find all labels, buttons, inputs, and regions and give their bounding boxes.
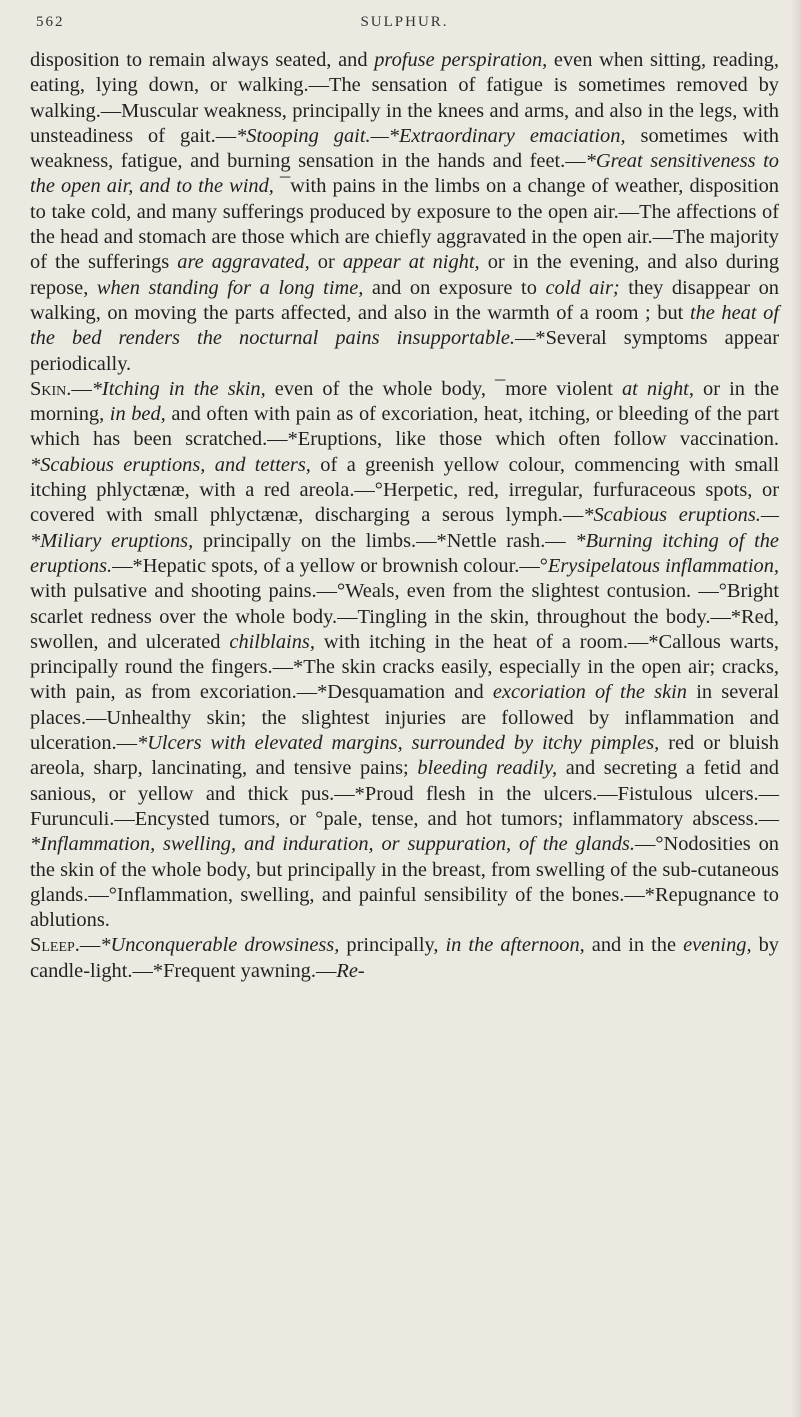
text-run: even when sitting, reading, eating, lying down, or walking.—The sensation of fatigue is sometimes removed by walking.—Muscular weakness, principally in the knees and arms, and also in the legs, with unsteadiness of gait.— xyxy=(30,49,779,147)
italic-text: *Burning itching of the eruptions. xyxy=(30,529,779,577)
italic-text: *Scabious eruptions, and tetters, xyxy=(30,453,311,476)
italic-text: *Stooping gait.—*Extraordinary emaciation, xyxy=(236,124,626,147)
text-run: they disappear on walking, on moving the parts affected, and also in the warmth of a room ; but xyxy=(30,276,779,324)
text-run: disposition to remain always seated, and xyxy=(30,49,375,71)
italic-text: when standing for a long time, xyxy=(96,276,364,299)
running-title: SULPHUR. xyxy=(360,14,449,30)
italic-text: at night, xyxy=(621,377,694,400)
page-edge-shadow xyxy=(791,0,801,1417)
italic-text: in bed, xyxy=(109,403,166,426)
text-run: or in the evening, and also during repose, xyxy=(30,251,780,299)
text-run: and in the xyxy=(584,934,684,957)
italic-text: cold air; xyxy=(545,276,620,299)
text-run: and secreting a fetid and sanious, or yellow and thick pus.—*Proud flesh in the ulcers.—Fistulous ulcers.—Furunculi.—Encysted tumors, or °pale, tense, and hot tumors; inflammatory abscess.— xyxy=(30,757,779,830)
page-header xyxy=(30,14,779,36)
text-run: with itching in the heat of a room.—*Callous warts, principally round the fingers.—*The skin cracks easily, especially in the open air; cracks, with pain, as from excoriation.—*Desquamation and xyxy=(30,630,779,704)
italic-text: in the afternoon, xyxy=(445,934,585,957)
page-number: 562 xyxy=(36,14,65,30)
text-run: or in the morning, xyxy=(30,377,779,426)
italic-text: *Inflammation, swelling, and induration, or suppuration, of the glands. xyxy=(30,833,635,856)
text-run: principally on the limbs.—*Nettle rash.— xyxy=(193,529,576,552)
text-run: ¯with pains in the limbs on a change of weather, disposition to take cold, and many sufferings produced by exposure to the open air.—The affections of the head and stomach are those which are chiefly aggravated in the open air.—The majority of the sufferings xyxy=(30,175,779,274)
text-run: —*Hepatic spots, of a yellow or brownish colour.—° xyxy=(112,554,548,577)
italic-text: *Itching in the skin, xyxy=(91,377,266,400)
italic-text: evening, xyxy=(683,934,752,957)
body-text xyxy=(30,48,779,984)
text-run: by candle-light.—*Frequent yawning.— xyxy=(30,934,779,982)
text-run: of a greenish yellow colour, commencing with small itching phlyctænæ, with a red areola.—°Herpetic, red, irregular, furfuraceous spots, or covered with small phlyctænæ, discharging a serous lymph.— xyxy=(30,453,779,527)
section-heading: Sleep. xyxy=(30,934,80,957)
italic-text: the heat of the bed renders the nocturnal pains insupportable. xyxy=(30,301,779,350)
text-run: or xyxy=(309,251,343,274)
text-run: and on exposure to xyxy=(363,276,546,299)
text-run: and often with pain as of excoriation, heat, itching, or bleeding of the part which has been scratched.—*Eruptions, like those which often follow vaccination. xyxy=(30,403,779,451)
text-run: — xyxy=(79,934,101,957)
italic-text: excoriation of the skin xyxy=(492,681,687,704)
text-run: sometimes with weakness, fatigue, and burning sensation in the hands and feet.— xyxy=(30,124,779,173)
italic-text: chilblains, xyxy=(229,630,315,653)
italic-text: *Scabious eruptions.—*Miliary eruptions, xyxy=(30,504,779,552)
paragraph xyxy=(30,933,779,984)
italic-text: *Great sensitiveness to the open air, and to the wind, xyxy=(30,150,779,198)
italic-text: are aggravated, xyxy=(177,251,310,274)
text-run: in several places.—Unhealthy skin; the slightest injuries are followed by inflammation and ulceration.— xyxy=(30,681,779,755)
text-run: even of the whole body, ¯more violent xyxy=(265,377,622,400)
italic-text: Erysipelatous inflammation, xyxy=(547,554,779,577)
text-run: —°Nodosities on the skin of the whole body, but principally in the breast, from swelling of the sub-cutaneous glands.—°Inflammation, swelling, and painful sensibility of the bones.—*Repugnance to ablutions. xyxy=(30,833,779,932)
text-run: —*Several symptoms appear periodically. xyxy=(30,327,779,375)
text-run: red or bluish areola, sharp, lancinating, and tensive pains; xyxy=(30,732,779,780)
italic-text: bleeding readily, xyxy=(417,757,558,780)
text-run: with pulsative and shooting pains.—°Weals, even from the slightest contusion. —°Bright scarlet redness over the whole body.—Tingling in the skin, throughout the body.—*Red, swollen, and ulcerated xyxy=(30,580,779,653)
italic-text: profuse perspiration, xyxy=(374,49,548,71)
section-heading: Skin. xyxy=(30,377,72,400)
italic-text: *Unconquerable drowsiness, xyxy=(100,934,340,957)
paragraph xyxy=(30,48,779,377)
text-run: — xyxy=(71,377,92,400)
text-run: principally, xyxy=(339,934,446,957)
italic-text: appear at night, xyxy=(342,251,480,274)
italic-text: Re- xyxy=(336,959,365,982)
paragraph xyxy=(30,377,779,934)
italic-text: *Ulcers with elevated margins, surrounded by itchy pimples, xyxy=(137,732,660,755)
